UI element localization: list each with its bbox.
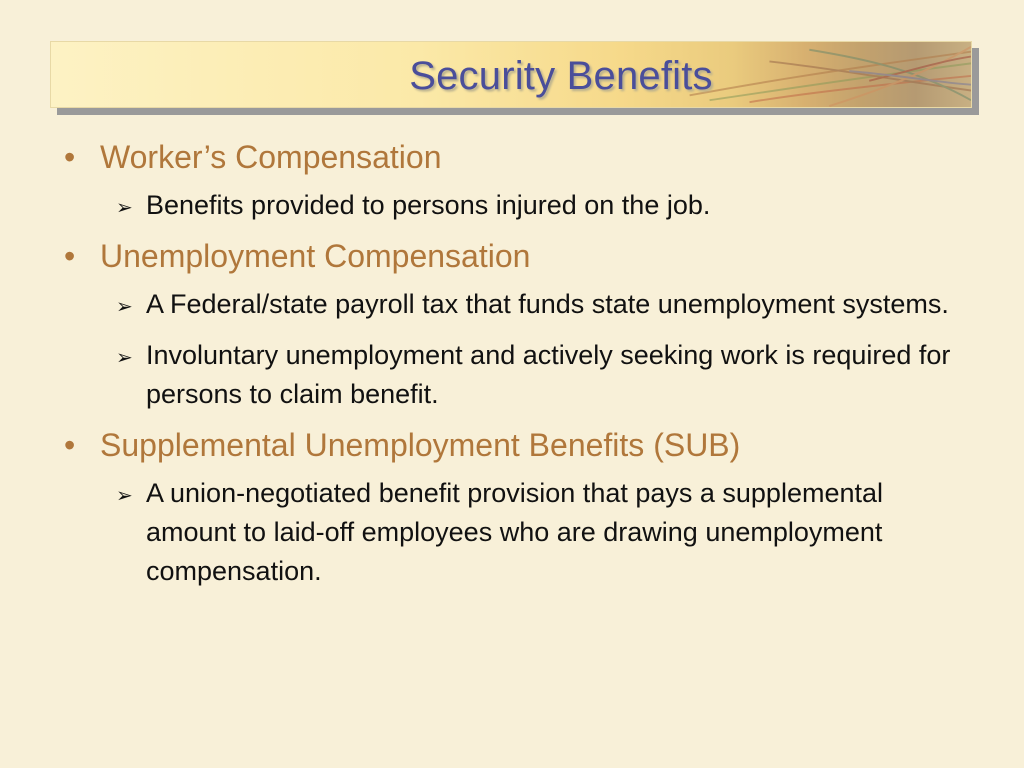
bullet-text: Supplemental Unemployment Benefits (SUB) xyxy=(100,427,741,463)
arrow-bullet-icon: ➢ xyxy=(116,485,133,507)
bullet-dot-icon: • xyxy=(64,427,76,463)
bullet-item xyxy=(60,237,960,275)
slide-title: Security Benefits xyxy=(409,54,713,98)
arrow-bullet-icon: ➢ xyxy=(116,197,133,219)
arrow-bullet-icon: ➢ xyxy=(116,347,133,369)
sub-bullet-item xyxy=(116,336,960,414)
bullet-text: Unemployment Compensation xyxy=(100,238,531,274)
sub-bullet-text: A Federal/state payroll tax that funds state unemployment systems. xyxy=(146,289,949,319)
arrow-bullet-icon: ➢ xyxy=(116,296,133,318)
bullet-group-2 xyxy=(60,237,960,414)
sub-bullet-text: Benefits provided to persons injured on the job. xyxy=(146,190,711,220)
bullet-item xyxy=(60,138,960,176)
bullet-dot-icon: • xyxy=(64,139,76,175)
sub-bullet-text: Involuntary unemployment and actively seeking work is required for persons to claim benefit. xyxy=(146,340,951,409)
bullet-group-3 xyxy=(60,426,960,591)
sub-bullet-item xyxy=(116,186,960,225)
title-banner xyxy=(50,41,972,108)
bullet-text: Worker’s Compensation xyxy=(100,139,442,175)
sub-bullet-item xyxy=(116,474,960,591)
sub-bullet-text: A union-negotiated benefit provision that pays a supplemental amount to laid-off employees who are drawing unemployment compensation. xyxy=(146,478,884,586)
bullet-item xyxy=(60,426,960,464)
slide-content xyxy=(60,138,960,603)
bullet-group-1 xyxy=(60,138,960,225)
sub-bullet-item xyxy=(116,285,960,324)
bullet-dot-icon: • xyxy=(64,238,76,274)
